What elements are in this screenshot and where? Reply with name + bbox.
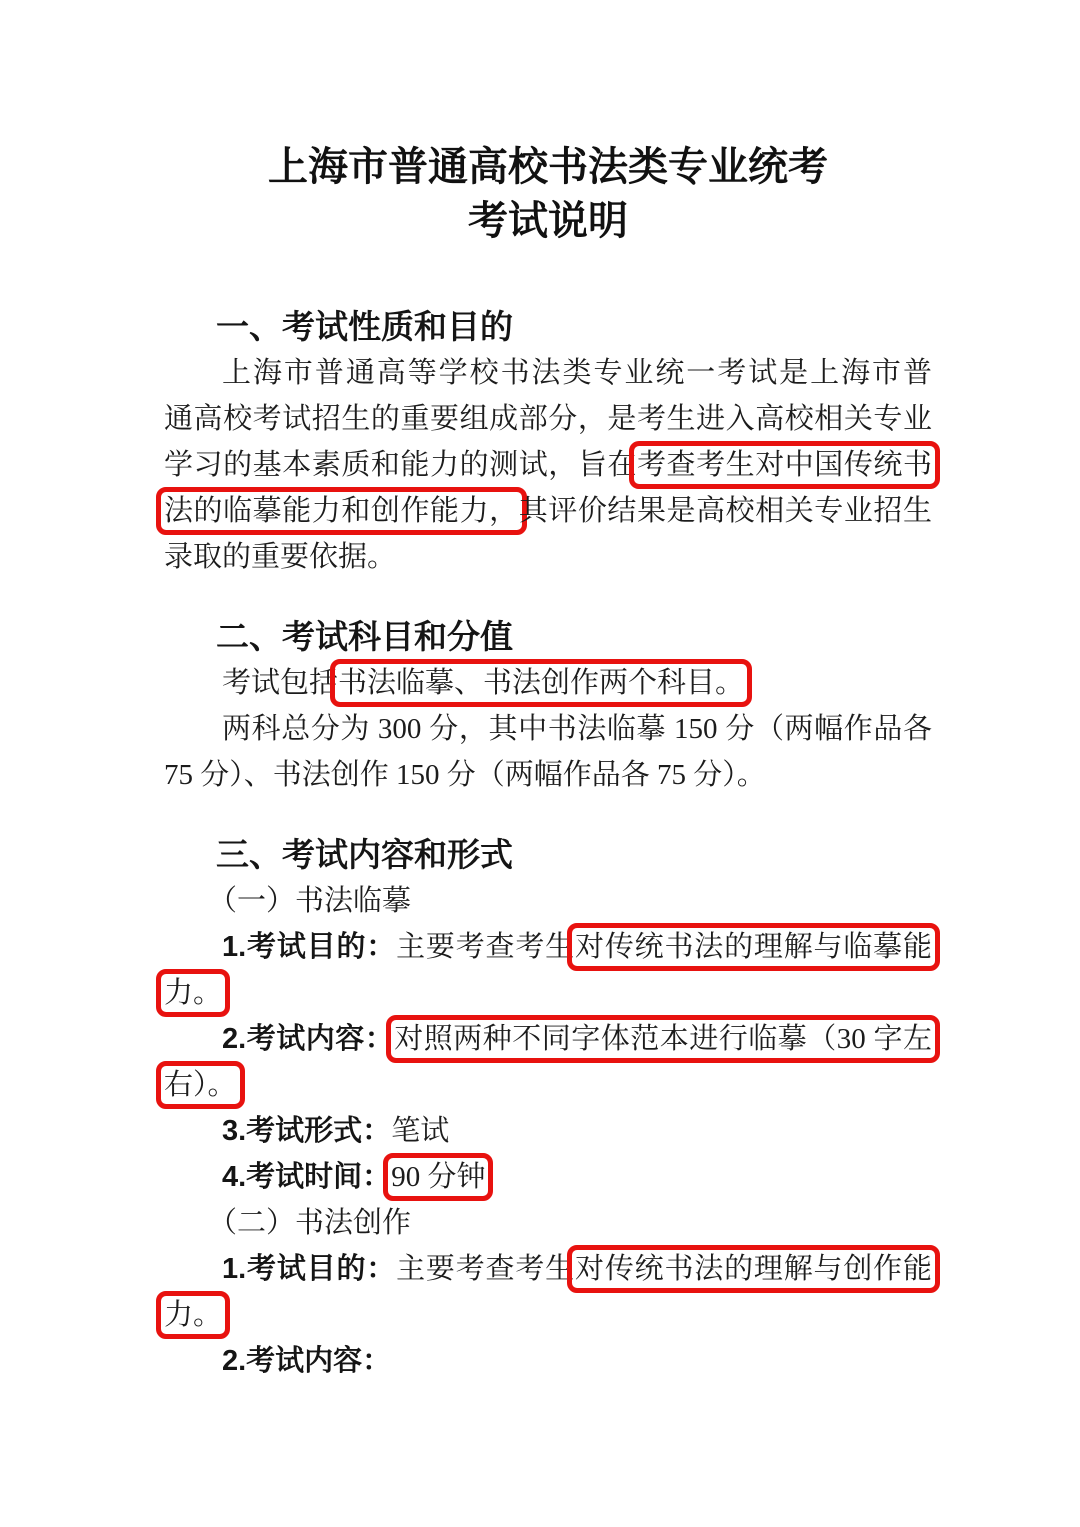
- paragraph-line: 75 分）、书法创作 150 分（两幅作品各 75 分）。: [164, 759, 766, 791]
- highlight-box: 90 分钟: [383, 1153, 493, 1201]
- item-label: 3.考试形式：: [222, 1115, 392, 1147]
- text-run: 主要考查考生: [396, 1253, 575, 1285]
- text-run: 主要考查考生: [396, 931, 575, 963]
- paragraph-line: [164, 442, 932, 488]
- list-item-continuation: [164, 970, 932, 1016]
- highlight-box: 力。: [156, 969, 230, 1017]
- item-label: 1.考试目的：: [222, 931, 397, 963]
- document-content: [164, 0, 932, 1384]
- highlight-box: 对传统书法的理解与创作能: [567, 1245, 940, 1293]
- section-3-heading: 三、考试内容和形式: [216, 836, 513, 873]
- list-item: [164, 1154, 932, 1200]
- paragraph-line: 录取的重要依据。: [164, 541, 397, 573]
- paragraph-line: [164, 660, 932, 706]
- highlight-box: 书法临摹、书法创作两个科目。: [330, 659, 752, 707]
- item-label: 2.考试内容：: [222, 1023, 395, 1055]
- subsection-title: （二）书法创作: [208, 1207, 412, 1239]
- doc-title: [164, 140, 932, 248]
- list-item: [164, 1338, 932, 1384]
- section-2-heading: 二、考试科目和分值: [216, 618, 513, 655]
- doc-title-line-2: 考试说明: [468, 198, 628, 243]
- item-label: 4.考试时间：: [222, 1161, 392, 1193]
- list-item-continuation: [164, 1292, 932, 1338]
- item-label: 1.考试目的：: [222, 1253, 397, 1285]
- highlight-box: 对传统书法的理解与临摹能: [567, 923, 940, 971]
- text-run: 学习的基本素质和能力的测试，旨在: [164, 449, 637, 481]
- highlight-box: 右）。: [156, 1061, 245, 1109]
- item-label: 2.考试内容：: [222, 1345, 392, 1377]
- list-item: [164, 1108, 932, 1154]
- paragraph-line: 通高校考试招生的重要组成部分，是考生进入高校相关专业: [164, 403, 932, 435]
- highlight-box: 对照两种不同字体范本进行临摹（30 字左: [386, 1015, 940, 1063]
- paragraph-line: [164, 488, 932, 534]
- list-item: [164, 924, 932, 970]
- paragraph-line: 上海市普通高等学校书法类专业统一考试是上海市普: [222, 357, 932, 389]
- list-item: [164, 1016, 932, 1062]
- text-run: 笔试: [391, 1115, 450, 1147]
- list-item-continuation: [164, 1062, 932, 1108]
- list-item: [164, 1246, 932, 1292]
- section-1-heading: 一、考试性质和目的: [216, 308, 513, 345]
- text-run: 其评价结果是高校相关专业招生: [518, 495, 932, 527]
- highlight-box: 力。: [156, 1291, 230, 1339]
- text-run: 考试包括: [222, 667, 339, 699]
- highlight-box: 法的临摹能力和创作能力，: [156, 487, 527, 535]
- highlight-box: 考查考生对中国传统书: [629, 441, 940, 489]
- paragraph-line: 两科总分为 300 分，其中书法临摹 150 分（两幅作品各: [222, 713, 932, 745]
- subsection-title: （一）书法临摹: [208, 885, 412, 917]
- doc-title-line-1: 上海市普通高校书法类专业统考: [268, 144, 828, 189]
